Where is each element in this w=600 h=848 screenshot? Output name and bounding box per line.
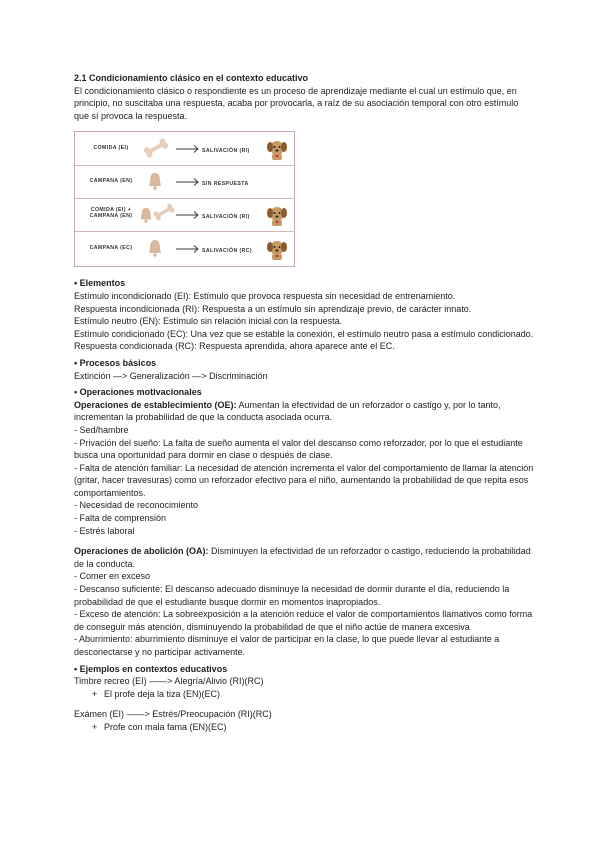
oa-title: Operaciones de abolición (OA): [74, 546, 209, 557]
row-1-stimulus: COMIDA (EI) [93, 145, 129, 152]
oa-text: Disminuyen la efectividad de un reforzador o castigo, reduciendo la probabilidad de la conducta. [74, 546, 531, 569]
oe-item-4: - Necesidad de reconocimiento [74, 500, 199, 511]
oa-item-1: - Comer en exceso [74, 571, 151, 582]
arrow-icon [176, 211, 200, 219]
bell-icon [145, 238, 165, 258]
elementos-line-3: Estímulo neutro (EN): Estímulo sin relación inicial con la respuesta. [74, 316, 343, 327]
oe-item-2: - Privación del sueño: La falta de sueño aumenta el valor del descanso como reforzador, por lo que el estudiante busca una oportunidad para dormir en clase o después de clase. [74, 437, 523, 461]
ejemplo-2: Exámen (EI) ——> Estrés/Preocupación (RI)(RC) [74, 709, 272, 720]
bone-icon [142, 138, 170, 158]
oe-item-6: - Estrés laboral [74, 525, 135, 536]
elementos-line-2: Respuesta incondicionada (RI): Respuesta a un estímulo sin aprendizaje previo, de carácter innato. [74, 303, 472, 314]
arrow-icon [176, 178, 200, 186]
arrow-icon [176, 145, 200, 153]
elementos-heading: • Elementos [74, 278, 126, 289]
dog-icon [266, 237, 288, 261]
bell-icon [145, 171, 165, 191]
bone-icon [152, 203, 176, 221]
oa-item-2: - Descanso suficiente: El descanso adecuado disminuye la necesidad de dormir durante el día, reduciendo la probabilidad de que el estudiante busque dormir en momentos inapropiados. [74, 584, 510, 607]
diagram-row-1 [75, 132, 294, 166]
elementos-line-5: Respuesta condicionada (RC): Respuesta aprendida, ahora aparece ante el EC. [74, 341, 395, 352]
arrow-icon [176, 245, 200, 253]
row-3-stimulus: COMIDA (EI) + CAMPANA (EN) [89, 207, 133, 220]
elementos-line-4: Estímulo condicionado (EC): Una vez que se estable la conexión, el estímulo neutro pasa a estímulo condicionado. [74, 328, 534, 339]
diagram-row-2 [75, 165, 294, 199]
row-4-stimulus: CAMPANA (EC) [89, 245, 133, 252]
ejemplos-heading: • Ejemplos en contextos educativos [74, 663, 228, 674]
ejemplo-2-sub [74, 721, 534, 734]
plus-bullet: + [92, 721, 98, 732]
oa-item-3: - Exceso de atención: La sobreexposición a la atención reduce el valor de comportamientos llamativos como forma de conseguir más atención, disminuyendo la probabilidad de que el niño actúe de manera excesiva [74, 609, 533, 632]
dog-icon [266, 137, 288, 161]
row-2-stimulus: CAMPANA (EN) [89, 178, 133, 185]
ejemplo-1-sub [74, 688, 534, 701]
ejemplo-1: Timbre recreo (EI) ——> Alegría/Alivio (RI)(RC) [74, 676, 264, 687]
oe-item-5: - Falta de comprensión [74, 513, 167, 524]
oe-text: Aumentan la efectividad de un reforzador o castigo y, por lo tanto, incrementan la probabilidad de que la conducta asociada ocurra. [74, 399, 501, 423]
diagram-row-3 [75, 198, 294, 232]
row-3-response: SALIVACIÓN (RI) [202, 214, 250, 221]
row-1-response: SALIVACIÓN (RI) [202, 148, 250, 155]
operaciones-heading: • Operaciones motivacionales [74, 387, 202, 398]
ejemplo-1-sub-text: El profe deja la tiza (EN)(EC) [104, 688, 221, 699]
oe-title: Operaciones de establecimiento (OE): [74, 399, 237, 410]
oe-item-3: - Falta de atención familiar: La necesidad de atención incrementa el valor del comportamiento de llamar la atención (gritar, hacer travesuras) como un reforzador efectivo para el niño, aumentando la probabilidad de que repita esos comportamientos. [74, 462, 534, 498]
procesos-line: Extinción —> Generalización —> Discriminación [74, 370, 268, 381]
oa-item-4: - Aburrimiento: aburrimiento disminuye el valor de participar en la clase, lo que puede llevar al estudiante a desconectarse y no participar activamente. [74, 634, 500, 657]
oe-item-1: - Sed/hambre [74, 424, 129, 435]
section-title: 2.1 Condicionamiento clásico en el contexto educativo [74, 73, 309, 83]
dog-icon [266, 203, 288, 227]
oe-paragraph [74, 399, 534, 424]
plus-bullet: + [92, 688, 98, 699]
intro-paragraph: El condicionamiento clásico o respondiente es un proceso de aprendizaje mediante el cual un estímulo que, en principio, no suscitaba una respuesta, acaba por provocarla, a raíz de su asociación temporal con otro estímulo que sí provoca la respuesta. [74, 85, 519, 121]
document-page [74, 72, 534, 734]
row-4-response: SALIVACIÓN (RC) [202, 248, 252, 255]
row-2-response: SIN RESPUESTA [202, 181, 249, 188]
ejemplo-2-sub-text: Profe con mala fama (EN)(EC) [104, 721, 227, 732]
diagram-row-4 [75, 231, 294, 264]
procesos-heading: • Procesos básicos [74, 357, 157, 368]
oa-paragraph [74, 545, 534, 570]
elementos-line-1: Estímulo incondicionado (EI): Estímulo que provoca respuesta sin necesidad de entrenamiento. [74, 290, 456, 301]
conditioning-diagram [74, 131, 295, 267]
